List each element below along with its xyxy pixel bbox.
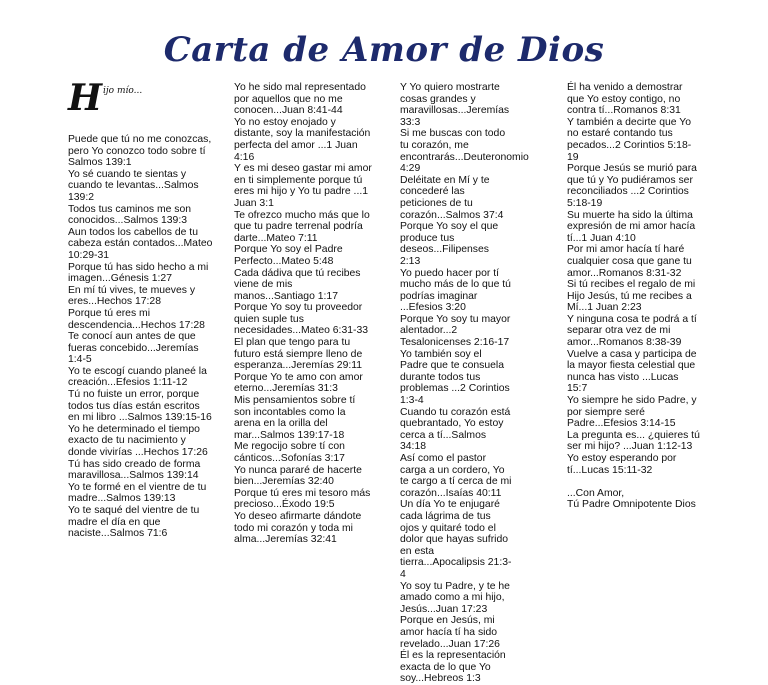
verse-paragraph: Él es la representación exacta de lo que Yo soy...Hebreos 1:3 (400, 650, 506, 685)
salutation-greeting: ijo mío... (103, 86, 143, 96)
verse-paragraph: Su muerte ha sido la última expresión de mi amor hacía tí...1 Juan 4:10 (567, 209, 696, 244)
closing-line: ...Con Amor, (567, 487, 625, 499)
closing-signature: Tú Padre Omnipotente Dios (567, 499, 696, 511)
verse-paragraph: Te ofrezco mucho más que lo que tu padre terrenal podría darte...Mateo 7:11 (234, 209, 370, 244)
verse-paragraph: Me regocijo sobre tí con cánticos...Sofonías 3:17 (234, 441, 345, 464)
verse-paragraph: Puede que tú no me conozcas, pero Yo conozco todo sobre tí Salmos 139:1 (68, 134, 212, 169)
verse-paragraph: Yo estoy esperando por tí...Lucas 15:11-32 (567, 453, 677, 476)
verse-paragraph: Mis pensamientos sobre tí son incontables como la arena en la orilla del mar...Salmos 139:17-18 (234, 395, 356, 441)
verse-paragraph: Todos tus caminos me son conocidos...Salmos 139:3 (68, 203, 192, 227)
verse-paragraph: Así como el pastor carga a un cordero, Yo te cargo a tí cerca de mi corazón...Isaías 40:11 (400, 453, 512, 499)
verse-paragraph: Yo te saqué del vientre de tu madre el día en que naciste...Salmos 71:6 (68, 505, 200, 540)
verse-paragraph: Te conocí aun antes de que fueras concebido...Jeremías 1:4-5 (68, 331, 199, 366)
verse-paragraph: Yo no estoy enojado y distante, soy la manifestación perfecta del amor ...1 Juan 4:16 (234, 116, 371, 163)
verse-paragraph: Deléitate en Mí y te concederé las peticiones de tu corazón...Salmos 37:4 (400, 174, 504, 221)
verse-paragraph: Yo sé cuando te sientas y cuando te levantas...Salmos 139:2 (68, 168, 199, 203)
verse-paragraph: Yo también soy el Padre que te consuela durante todos tus problemas ...2 Corintios 1:3-4 (400, 348, 510, 407)
verse-paragraph: Yo siempre he sido Padre, y por siempre seré Padre...Efesios 3:14-15 (567, 395, 697, 430)
verse-paragraph: Un día Yo te enjugaré cada lágrima de tus ojos y quitaré todo el dolor que hayas sufrido en esta tierra...Apocalipsis 21:3-4 (400, 499, 512, 580)
verse-paragraph: Porque Yo soy el que produce tus deseos...Filipenses 2:13 (400, 221, 499, 267)
verse-paragraph: Porque tú has sido hecho a mi imagen...Génesis 1:27 (68, 261, 209, 285)
verse-paragraph: Si me buscas con todo tu corazón, me encontrarás...Deuteronomio 4:29 (400, 128, 529, 175)
verse-paragraph: El plan que tengo para tu futuro está siempre lleno de esperanza...Jeremías 29:11 (234, 337, 363, 372)
verse-paragraph: Porque Jesús se murió para que tú y Yo pudiéramos ser reconciliados ...2 Corintios 5:18-19 (567, 163, 697, 209)
verse-paragraph: Aun todos los cabellos de tu cabeza están contados...Mateo 10:29-31 (68, 226, 213, 261)
verse-paragraph: Yo deseo afirmarte dándote todo mi corazón y toda mi alma...Jeremías 32:41 (234, 510, 362, 546)
verse-paragraph: Yo soy tu Padre, y te he amado como a mi hijo, Jesús...Juan 17:23 (400, 580, 510, 615)
verse-paragraph: Y ninguna cosa te podrá a tí separar otra vez de mi amor...Romanos 8:38-39 (567, 313, 697, 349)
verse-paragraph: Él ha venido a demostrar que Yo estoy contigo, no contra tí...Romanos 8:31 (567, 82, 683, 117)
column-2 (234, 82, 374, 546)
verse-paragraph: Yo he determinado el tiempo exacto de tu nacimiento y donde vivirías ...Hechos 17:26 (68, 423, 208, 459)
verse-paragraph: Y Yo quiero mostrarte cosas grandes y maravillosas...Jeremías 33:3 (400, 82, 510, 128)
column-3 (400, 82, 529, 685)
verse-paragraph: Porque Yo soy tu proveedor quien suple tus necesidades...Mateo 6:31-33 (234, 302, 369, 337)
verse-paragraph: Tú no fuiste un error, porque todos tus días están escritos en mi libro ...Salmos 139:15-16 (68, 389, 212, 424)
verse-paragraph: Vuelve a casa y participa de la mayor fiesta celestial que nunca has visto ...Lucas 15:7 (567, 348, 697, 395)
verse-paragraph: Yo nunca pararé de hacerte bien...Jeremías 32:40 (234, 464, 362, 488)
verse-paragraph: Yo he sido mal representado por aquellos que no me conocen...Juan 8:41-44 (234, 82, 366, 117)
verse-paragraph: Porque tú eres mi tesoro más precioso...Éxodo 19:5 (234, 487, 371, 511)
verse-paragraph: Y es mi deseo gastar mi amor en ti simplemente porque tú eres mi hijo y Yo tu padre ...1 Juan 3:1 (234, 163, 372, 209)
verse-paragraph: Yo te escogí cuando planeé la creación...Efesios 1:11-12 (68, 365, 207, 389)
verse-paragraph: La pregunta es... ¿quieres tú ser mi hijo? ...Juan 1:12-13 (567, 429, 700, 453)
letter-title: Carta de Amor de Dios (163, 30, 605, 70)
verse-paragraph: Porque Yo te amo con amor eterno...Jeremías 31:3 (234, 371, 363, 395)
verse-paragraph: Yo puedo hacer por tí mucho más de lo que tú podrías imaginar ...Efesios 3:20 (400, 267, 511, 314)
verse-paragraph: En mí tú vives, te mueves y eres...Hechos 17:28 (68, 284, 196, 308)
column-4 (567, 82, 701, 511)
salutation-dropcap: H (68, 77, 103, 119)
verse-paragraph: Porque en Jesús, mi amor hacía tí ha sido revelado...Juan 17:26 (400, 615, 500, 650)
verse-paragraph: Yo te formé en el vientre de tu madre...Salmos 139:13 (68, 481, 207, 505)
column-1 (68, 77, 214, 540)
verse-paragraph: Tú has sido creado de forma maravillosa...Salmos 139:14 (68, 458, 201, 482)
verse-paragraph: Porque Yo soy el Padre Perfecto...Mateo 5:48 (234, 244, 343, 267)
verse-paragraph: Cuando tu corazón está quebrantado, Yo estoy cerca a tí...Salmos 34:18 (400, 406, 511, 453)
verse-paragraph: Porque Yo soy tu mayor alentador...2 Tesalonicenses 2:16-17 (400, 313, 511, 349)
verse-paragraph: Por mi amor hacía tí haré cualquier cosa que gane tu amor...Romanos 8:31-32 (567, 244, 692, 279)
verse-paragraph: Cada dádiva que tú recibes viene de mis manos...Santiago 1:17 (234, 267, 361, 302)
verse-paragraph: Si tú recibes el regalo de mi Hijo Jesús, tú me recibes a Mí...1 Juan 2:23 (567, 279, 696, 314)
verse-paragraph: Porque tú eres mi descendencia...Hechos 17:28 (68, 307, 205, 331)
verse-paragraph: Y también a decirte que Yo no estaré contando tus pecados...2 Corintios 5:18-19 (567, 116, 692, 163)
